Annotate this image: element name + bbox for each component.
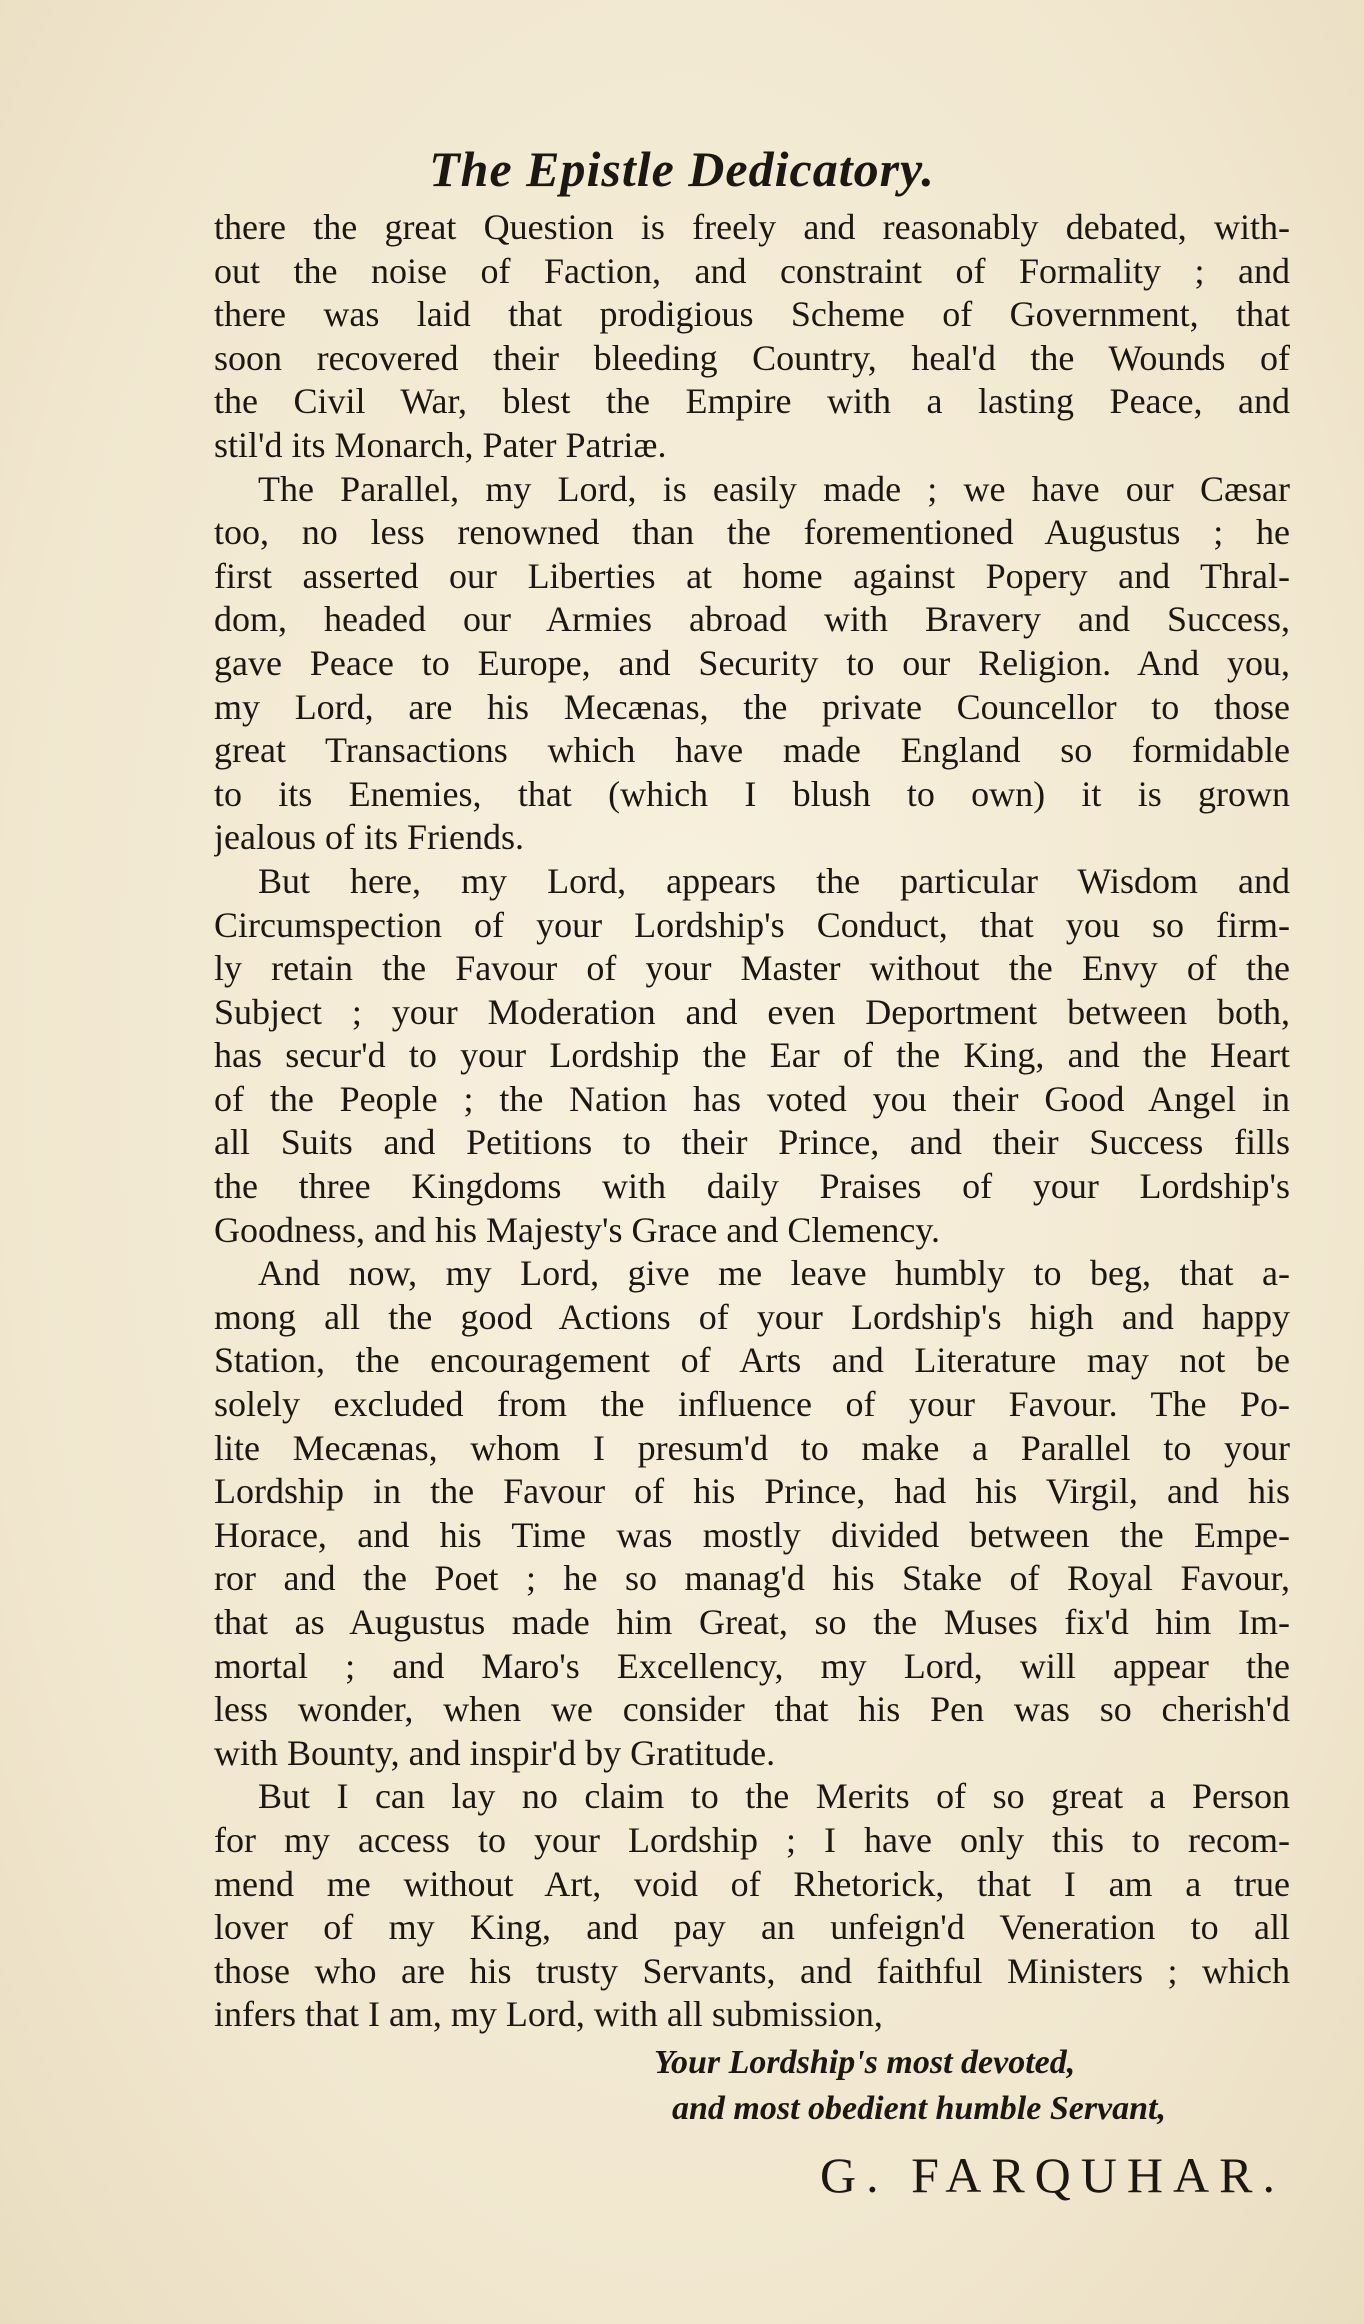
text-line: for my access to your Lordship ; I have only this to recom- xyxy=(214,1819,1290,1860)
text-line: great Transactions which have made England so formidable xyxy=(214,730,1290,771)
dedication-text xyxy=(214,206,1290,2037)
page-header: The Epistle Dedicatory. xyxy=(429,141,935,197)
text-line: Subject ; your Moderation and even Deportment between both, xyxy=(214,991,1290,1032)
text-line: And now, my Lord, give me leave humbly to beg, that a- xyxy=(258,1253,1290,1294)
text-line: my Lord, are his Mecænas, the private Councellor to those xyxy=(214,686,1290,727)
text-line: Goodness, and his Majesty's Grace and Clemency. xyxy=(214,1209,940,1250)
text-line: there the great Question is freely and reasonably debated, with- xyxy=(214,207,1290,247)
text-line: has secur'd to your Lordship the Ear of the King, and the Heart xyxy=(214,1035,1290,1076)
text-line: less wonder, when we consider that his Pen was so cherish'd xyxy=(214,1689,1290,1730)
text-line: jealous of its Friends. xyxy=(214,817,524,858)
text-line: there was laid that prodigious Scheme of Government, that xyxy=(214,294,1290,335)
signature: G. FARQUHAR. xyxy=(820,2147,1285,2203)
text-line: Lordship in the Favour of his Prince, had his Virgil, and his xyxy=(214,1471,1290,1512)
text-line: Circumspection of your Lordship's Conduct, that you so firm- xyxy=(214,904,1290,945)
text-line: with Bounty, and inspir'd by Gratitude. xyxy=(214,1732,776,1773)
text-line: But I can lay no claim to the Merits of so great a Person xyxy=(258,1776,1290,1817)
text-line: those who are his trusty Servants, and faithful Ministers ; which xyxy=(214,1950,1290,1991)
text-line: stil'd its Monarch, Pater Patriæ. xyxy=(214,424,667,465)
text-line: ror and the Poet ; he so manag'd his Stake of Royal Favour, xyxy=(214,1558,1290,1599)
text-line: soon recovered their bleeding Country, heal'd the Wounds of xyxy=(214,337,1290,378)
text-line: all Suits and Petitions to their Prince, and their Success fills xyxy=(214,1122,1290,1163)
text-line: Horace, and his Time was mostly divided between the Empe- xyxy=(214,1514,1290,1555)
text-line: that as Augustus made him Great, so the Muses fix'd him Im- xyxy=(214,1602,1290,1642)
text-line: Station, the encouragement of Arts and Literature may not be xyxy=(214,1340,1290,1381)
text-line: gave Peace to Europe, and Security to our Religion. And you, xyxy=(214,642,1290,683)
text-line: lite Mecænas, whom I presum'd to make a Parallel to your xyxy=(214,1427,1290,1468)
text-line: mong all the good Actions of your Lordship's high and happy xyxy=(214,1296,1290,1337)
closing-salutation: Your Lordship's most devoted, xyxy=(654,2044,1076,2081)
text-line: of the People ; the Nation has voted you their Good Angel in xyxy=(214,1078,1290,1119)
text-line: solely excluded from the influence of your Favour. The Po- xyxy=(214,1384,1290,1425)
text-line: lover of my King, and pay an unfeign'd Veneration to all xyxy=(214,1907,1290,1948)
text-line: first asserted our Liberties at home against Popery and Thral- xyxy=(214,555,1290,596)
text-line: the three Kingdoms with daily Praises of your Lordship's xyxy=(214,1166,1290,1207)
text-line: the Civil War, blest the Empire with a lasting Peace, and xyxy=(214,381,1290,422)
text-line: mend me without Art, void of Rhetorick, that I am a true xyxy=(214,1863,1290,1904)
text-line: infers that I am, my Lord, with all submission, xyxy=(214,1994,883,2035)
text-line: dom, headed our Armies abroad with Bravery and Success, xyxy=(214,599,1290,640)
text-line: to its Enemies, that (which I blush to own) it is grown xyxy=(214,773,1290,814)
closing-block xyxy=(0,2040,1364,2132)
text-line: ly retain the Favour of your Master without the Envy of the xyxy=(214,948,1290,989)
text-line: The Parallel, my Lord, is easily made ; we have our Cæsar xyxy=(258,468,1290,509)
closing-servant: and most obedient humble Servant, xyxy=(672,2090,1166,2127)
text-line: out the noise of Faction, and constraint of Formality ; and xyxy=(214,250,1290,291)
text-line: mortal ; and Maro's Excellency, my Lord, will appear the xyxy=(214,1645,1290,1686)
text-line: But here, my Lord, appears the particular Wisdom and xyxy=(258,860,1290,901)
text-line: too, no less renowned than the forementioned Augustus ; he xyxy=(214,512,1290,553)
